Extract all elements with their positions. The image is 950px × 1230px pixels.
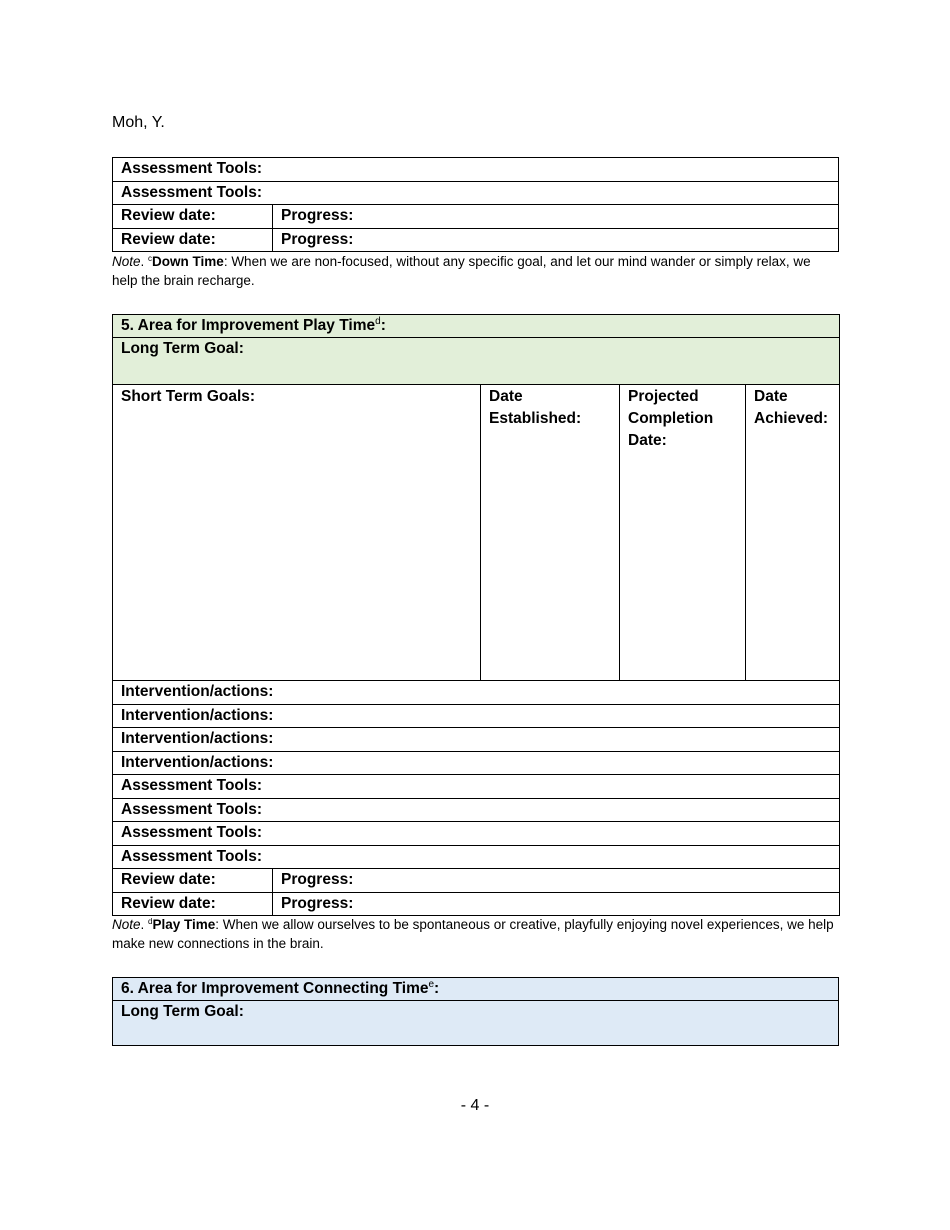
section4-tail-table: [112, 157, 839, 252]
progress-label: Progress:: [281, 231, 354, 248]
assessment-tools-label: Assessment Tools:: [121, 160, 262, 177]
short-term-goals-label: Short Term Goals:: [121, 388, 256, 405]
note-prefix: Note: [112, 254, 141, 269]
note-period: .: [140, 254, 149, 269]
section5-title-row: [113, 315, 840, 338]
note-text: : When we allow ourselves to be spontaneous or creative, playfully enjoying novel experiences, we help make new connections in the brain.: [112, 917, 834, 951]
intervention-label: Intervention/actions:: [121, 707, 274, 724]
progress-cell[interactable]: [273, 869, 840, 893]
section6-title-colon: :: [434, 980, 440, 997]
section6-title-superscript: e: [428, 979, 435, 990]
author-header: Moh, Y.: [112, 114, 165, 131]
note-term: Down Time: [152, 254, 224, 269]
play-time-note: [112, 915, 839, 953]
assessment-tools-label: Assessment Tools:: [121, 801, 262, 818]
review-date-cell[interactable]: [113, 869, 273, 893]
review-date-cell[interactable]: [113, 893, 273, 916]
progress-label: Progress:: [281, 207, 354, 224]
down-time-note: [112, 252, 839, 290]
section5-table: [112, 314, 840, 916]
section5-title: 5. Area for Improvement Play Time: [121, 317, 376, 334]
assessment-tools-row[interactable]: [113, 799, 840, 822]
review-date-label: Review date:: [121, 871, 216, 888]
assessment-tools-row[interactable]: [113, 822, 840, 846]
progress-label: Progress:: [281, 871, 354, 888]
page-number: - 4 -: [460, 1097, 490, 1114]
progress-cell[interactable]: [273, 893, 840, 916]
note-term: Play Time: [152, 917, 216, 932]
projected-completion-label: Projected Completion Date:: [628, 388, 714, 449]
section6-title: 6. Area for Improvement Connecting Time: [121, 980, 429, 997]
intervention-label: Intervention/actions:: [121, 754, 274, 771]
progress-cell[interactable]: [273, 229, 839, 252]
assessment-tools-label: Assessment Tools:: [121, 848, 262, 865]
section5-title-superscript: d: [375, 316, 381, 327]
note-prefix: Note: [112, 917, 141, 932]
intervention-row[interactable]: [113, 728, 840, 752]
section5-title-colon: :: [380, 317, 386, 334]
date-achieved-label: Date Achieved:: [754, 388, 829, 427]
intervention-row[interactable]: [113, 752, 840, 775]
assessment-tools-row[interactable]: [113, 775, 840, 799]
intervention-label: Intervention/actions:: [121, 683, 274, 700]
assessment-tools-label: Assessment Tools:: [121, 777, 262, 794]
note-period: .: [140, 917, 149, 932]
projected-completion-field[interactable]: [620, 385, 746, 681]
review-date-cell[interactable]: [113, 229, 273, 252]
review-date-label: Review date:: [121, 207, 216, 224]
intervention-row[interactable]: [113, 705, 840, 728]
date-achieved-field[interactable]: [746, 385, 840, 681]
assessment-tools-row[interactable]: [113, 158, 839, 182]
progress-label: Progress:: [281, 895, 354, 912]
section6-table: [112, 977, 839, 1046]
date-established-label: Date Established:: [489, 388, 582, 427]
intervention-label: Intervention/actions:: [121, 730, 274, 747]
review-date-label: Review date:: [121, 895, 216, 912]
assessment-tools-row[interactable]: [113, 846, 840, 869]
date-established-field[interactable]: [481, 385, 620, 681]
review-date-label: Review date:: [121, 231, 216, 248]
assessment-tools-row[interactable]: [113, 182, 839, 205]
long-term-goal-field[interactable]: [113, 338, 840, 385]
section6-title-row: [113, 978, 839, 1001]
intervention-row[interactable]: [113, 681, 840, 705]
long-term-goal-label: Long Term Goal:: [121, 1003, 244, 1020]
note-superscript: d: [148, 917, 153, 926]
short-term-goals-field[interactable]: [113, 385, 481, 681]
progress-cell[interactable]: [273, 205, 839, 229]
long-term-goal-field[interactable]: [113, 1001, 839, 1046]
assessment-tools-label: Assessment Tools:: [121, 824, 262, 841]
review-date-cell[interactable]: [113, 205, 273, 229]
long-term-goal-label: Long Term Goal:: [121, 340, 244, 357]
note-superscript: c: [148, 254, 153, 263]
note-text: : When we are non-focused, without any specific goal, and let our mind wander or simply relax, we help the brain recharge.: [112, 254, 811, 288]
assessment-tools-label: Assessment Tools:: [121, 184, 262, 201]
